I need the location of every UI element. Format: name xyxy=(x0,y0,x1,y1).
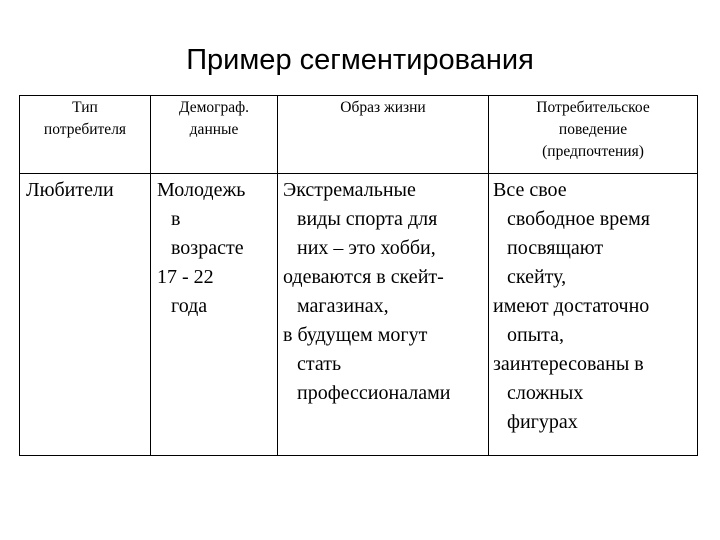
cell-line: посвящают xyxy=(507,237,604,259)
cell-line: магазинах, xyxy=(297,295,389,317)
cell-consumer-behavior xyxy=(489,174,698,456)
cell-line: в xyxy=(171,208,181,230)
table-row xyxy=(20,174,698,456)
cell-line: сложных xyxy=(507,382,584,404)
header-row xyxy=(20,96,698,174)
cell-line: свободное время xyxy=(507,208,650,230)
cell-line: заинтересованы в xyxy=(493,353,644,375)
cell-line: фигурах xyxy=(507,411,578,433)
header-text: Образ жизни xyxy=(340,99,426,116)
cell-line: возрасте xyxy=(171,237,244,259)
cell-line: одеваются в скейт- xyxy=(283,266,444,288)
header-text: Демограф. xyxy=(178,99,250,116)
segmentation-table xyxy=(19,95,698,456)
header-text: Тип xyxy=(72,99,98,116)
header-text: потребителя xyxy=(43,121,127,138)
cell-consumer-type xyxy=(20,174,151,456)
header-lifestyle xyxy=(278,96,489,174)
cell-line: Экстремальные xyxy=(283,179,416,201)
cell-line: Все свое xyxy=(493,179,567,201)
cell-line: имеют достаточно xyxy=(493,295,650,317)
cell-lifestyle xyxy=(278,174,489,456)
header-consumer-type xyxy=(20,96,151,174)
cell-demographics xyxy=(151,174,278,456)
cell-line: стать xyxy=(297,353,342,375)
cell-line: скейту, xyxy=(507,266,567,288)
header-text: данные xyxy=(189,121,239,138)
header-consumer-behavior xyxy=(489,96,698,174)
cell-line: профессионалами xyxy=(297,382,451,404)
header-text: поведение xyxy=(558,121,628,138)
cell-line: виды спорта для xyxy=(297,208,438,230)
cell-line: года xyxy=(171,295,208,317)
cell-line: Любители xyxy=(26,179,114,201)
cell-line: 17 - 22 xyxy=(157,266,214,288)
cell-line: них – это хобби, xyxy=(297,237,436,259)
cell-line: Молодежь xyxy=(157,179,246,201)
header-text: (предпочтения) xyxy=(542,143,644,160)
header-text: Потребительское xyxy=(536,99,650,116)
cell-line: опыта, xyxy=(507,324,565,346)
page-title: Пример сегментирования xyxy=(186,44,534,76)
header-demographics xyxy=(151,96,278,174)
cell-line: в будущем могут xyxy=(283,324,428,346)
